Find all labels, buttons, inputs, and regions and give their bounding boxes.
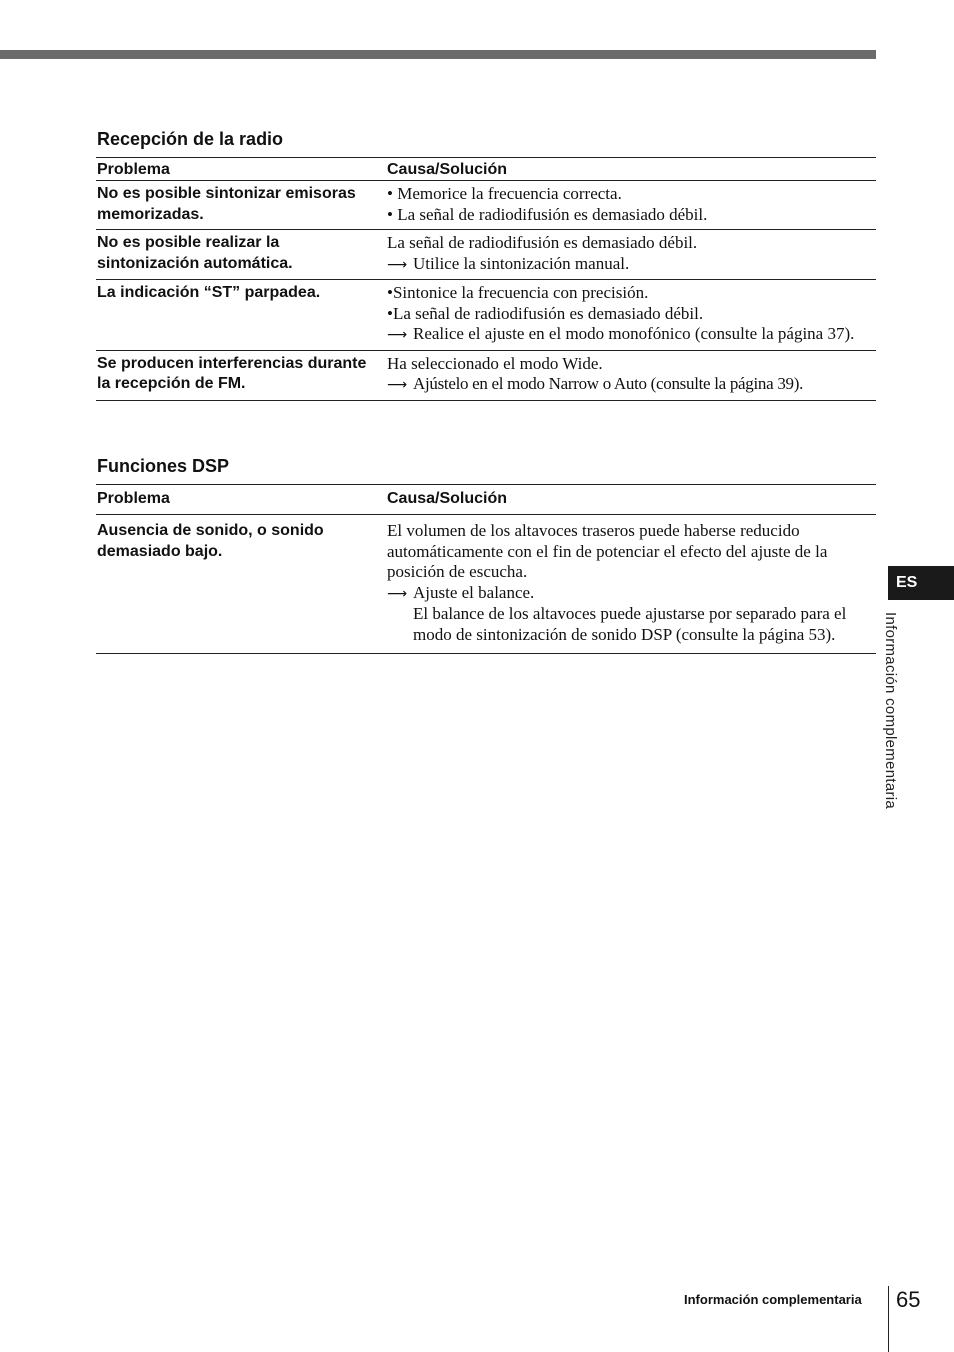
problem-cell: Ausencia de sonido, o sonido demasiado bajo. <box>96 515 386 654</box>
solution-action-text: Utilice la sintonización manual. <box>413 253 630 273</box>
solution-line: • La señal de radiodifusión es demasiado débil. <box>387 204 708 224</box>
solution-action-text: Ajústelo en el modo Narrow o Auto (consulte la página 39). <box>413 374 804 393</box>
top-rule <box>0 50 876 59</box>
problem-cell: La indicación “ST” parpadea. <box>96 280 386 351</box>
right-arrow-icon: ⟶ <box>387 585 408 602</box>
solution-line: •Sintonice la frecuencia con precisión. <box>387 283 649 302</box>
solution-cell <box>386 230 876 280</box>
side-section-label: Información complementaria <box>882 612 899 810</box>
right-arrow-icon: ⟶ <box>387 327 408 343</box>
table-row <box>96 515 876 654</box>
page-number: 65 <box>896 1287 921 1312</box>
problem-cell: No es posible sintonizar emisoras memorizadas. <box>96 181 386 230</box>
solution-cell <box>386 280 876 351</box>
troubleshooting-table-radio <box>96 157 876 401</box>
solution-action <box>387 324 876 346</box>
solution-action-text: Realice el ajuste en el modo monofónico (consulte la página 37). <box>413 324 855 343</box>
column-header-problem: Problema <box>96 485 386 515</box>
solution-line: La señal de radiodifusión es demasiado débil. <box>387 233 698 252</box>
column-header-solution: Causa/Solución <box>386 158 876 181</box>
section-title-dsp: Funciones DSP <box>97 456 230 476</box>
table-row <box>96 350 876 400</box>
footer-divider <box>888 1286 889 1352</box>
table-row <box>96 230 876 280</box>
troubleshooting-table-dsp <box>96 484 876 654</box>
section-title-radio: Recepción de la radio <box>97 129 284 149</box>
problem-cell: Se producen interferencias durante la recepción de FM. <box>96 350 386 400</box>
solution-line: El volumen de los altavoces traseros puede haberse reducido automáticamente con el fin de potenciar el efecto del ajuste de la posición de escucha. <box>387 521 828 581</box>
solution-action <box>387 374 876 396</box>
solution-line: • Memorice la frecuencia correcta. <box>387 184 622 203</box>
right-arrow-icon: ⟶ <box>387 377 408 393</box>
right-arrow-icon: ⟶ <box>387 256 408 273</box>
column-header-solution: Causa/Solución <box>386 485 876 515</box>
solution-cell <box>386 515 876 654</box>
column-header-problem: Problema <box>96 158 386 181</box>
solution-line: Ha seleccionado el modo Wide. <box>387 353 603 373</box>
language-tab: ES <box>888 566 954 600</box>
problem-cell: No es posible realizar la sintonización automática. <box>96 230 386 280</box>
solution-line: •La señal de radiodifusión es demasiado débil. <box>387 303 704 323</box>
solution-note: El balance de los altavoces puede ajustarse por separado para el modo de sintonización de sonido DSP (consulte la página 53). <box>413 604 847 644</box>
table-row <box>96 280 876 351</box>
table-row <box>96 181 876 230</box>
footer-section-label: Información complementaria <box>684 1292 862 1307</box>
solution-action <box>387 254 876 276</box>
solution-cell <box>386 350 876 400</box>
solution-cell <box>386 181 876 230</box>
solution-action <box>387 583 876 605</box>
solution-action-text: Ajuste el balance. <box>413 582 535 602</box>
